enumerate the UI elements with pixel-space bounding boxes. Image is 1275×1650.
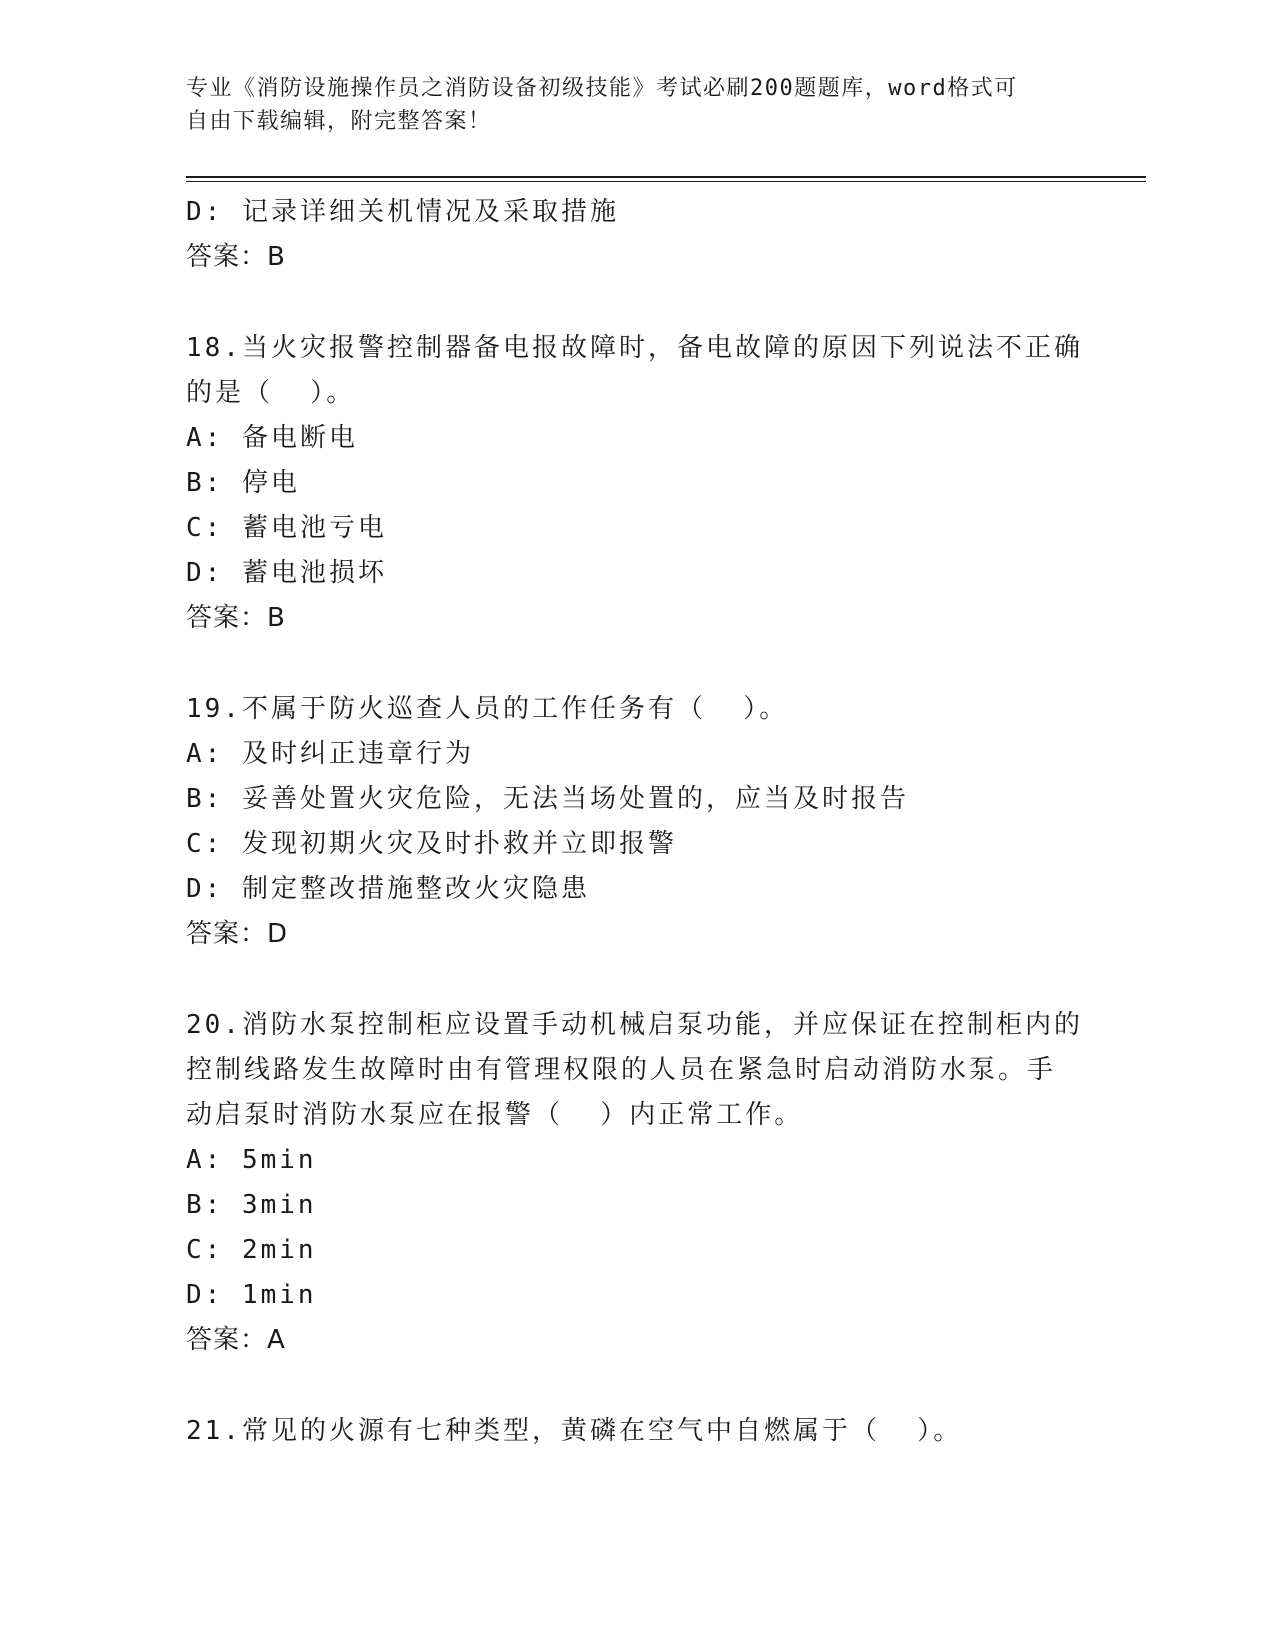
spacer xyxy=(186,957,1086,1003)
question-21 xyxy=(186,1409,1086,1454)
question-stem: 19.不属于防火巡查人员的工作任务有（ ）。 xyxy=(186,694,789,724)
spacer xyxy=(186,280,1086,326)
page-header xyxy=(186,72,1066,138)
question-18 xyxy=(186,326,1086,641)
answer-label: 答案：A xyxy=(186,1325,286,1355)
option-c: C: 发现初期火灾及时扑救并立即报警 xyxy=(186,829,677,859)
option-a: A: 备电断电 xyxy=(186,423,358,453)
option-d: D: 蓄电池损坏 xyxy=(186,558,387,588)
header-line-2: 自由下载编辑，附完整答案！ xyxy=(186,109,492,134)
header-divider-thin xyxy=(186,181,1146,182)
spacer xyxy=(186,1363,1086,1409)
question-stem: 18.当火灾报警控制器备电报故障时，备电故障的原因下列说法不正确 xyxy=(186,333,1083,363)
header-line-1: 专业《消防设施操作员之消防设备初级技能》考试必刷200题题库，word格式可 xyxy=(186,76,1018,101)
option-a: A: 5min xyxy=(186,1145,317,1175)
option-d: D: 制定整改措施整改火灾隐患 xyxy=(186,874,590,904)
question-20 xyxy=(186,1003,1086,1363)
question-stem: 控制线路发生故障时由有管理权限的人员在紧急时启动消防水泵。手 xyxy=(186,1055,1057,1085)
option-c: C: 蓄电池亏电 xyxy=(186,513,387,543)
answer-label: 答案：B xyxy=(186,603,286,633)
option-b: B: 妥善处置火灾危险，无法当场处置的，应当及时报告 xyxy=(186,784,909,814)
answer-label: 答案：D xyxy=(186,919,289,949)
question-stem: 21.常见的火源有七种类型，黄磷在空气中自燃属于（ ）。 xyxy=(186,1416,963,1446)
header-divider-thick xyxy=(186,176,1146,178)
option-d: D: 1min xyxy=(186,1280,317,1310)
question-list xyxy=(186,190,1086,1454)
option-a: A: 及时纠正违章行为 xyxy=(186,739,474,769)
spacer xyxy=(186,641,1086,687)
option-c: C: 2min xyxy=(186,1235,317,1265)
question-stem: 的是（ ）。 xyxy=(186,378,356,408)
question-stem: 20.消防水泵控制柜应设置手动机械启泵功能，并应保证在控制柜内的 xyxy=(186,1010,1083,1040)
option-b: B: 停电 xyxy=(186,468,300,498)
answer-label: 答案：B xyxy=(186,242,286,272)
question-stem: 动启泵时消防水泵应在报警（ ）内正常工作。 xyxy=(186,1100,804,1130)
option-d: D: 记录详细关机情况及采取措施 xyxy=(186,197,619,227)
option-b: B: 3min xyxy=(186,1190,317,1220)
question-19 xyxy=(186,687,1086,957)
